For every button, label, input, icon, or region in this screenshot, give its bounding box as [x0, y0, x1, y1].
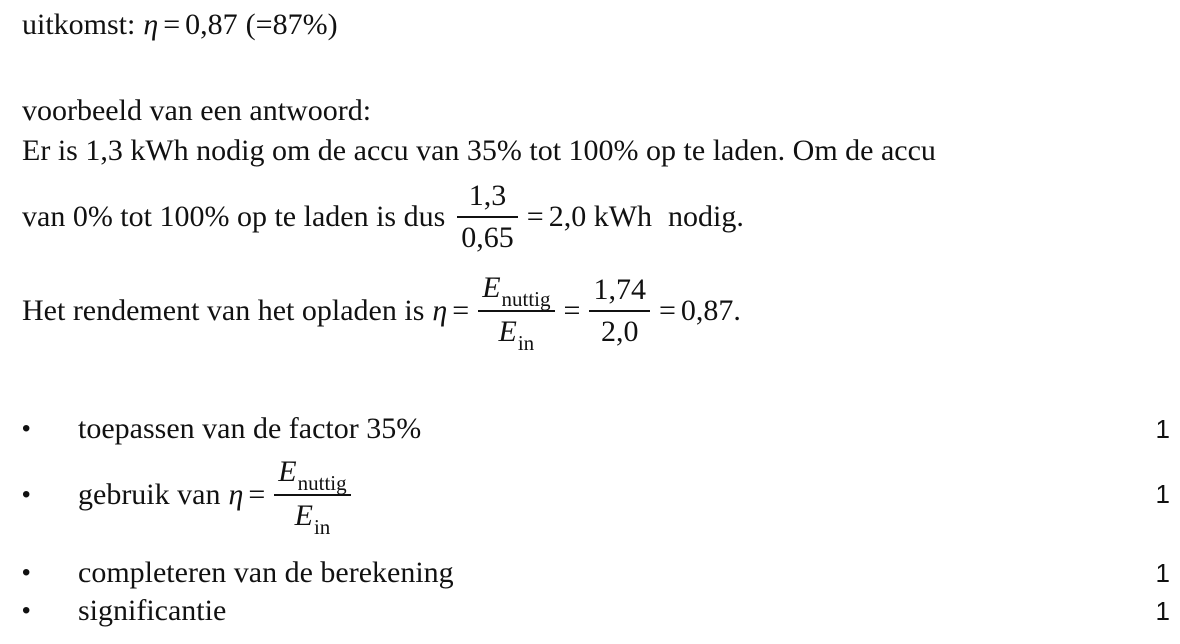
subscript-in: in	[313, 514, 331, 539]
equals-sign: =	[563, 293, 581, 327]
bullet-icon: •	[22, 597, 31, 624]
fraction-denominator: 0,65	[461, 220, 514, 254]
period: .	[733, 293, 741, 327]
subscript-nuttig: nuttig	[297, 471, 347, 495]
equals-sign: =	[658, 293, 676, 327]
criterion-points: 1	[1155, 413, 1170, 444]
outcome-line	[22, 8, 338, 42]
eta-symbol: η	[228, 477, 244, 511]
fraction-1-74-over-2-0	[589, 270, 650, 352]
fraction-numerator	[478, 268, 554, 310]
example-line-2-formula	[453, 176, 652, 258]
equals-sign: =	[452, 293, 470, 327]
outcome-label: uitkomst:	[22, 8, 136, 41]
bullet-icon: •	[22, 415, 31, 442]
example-heading	[22, 94, 371, 128]
efficiency-formula	[228, 452, 354, 538]
criterion-1	[22, 412, 1170, 446]
fraction-denominator	[291, 496, 335, 538]
criterion-points: 1	[1155, 479, 1170, 510]
equals-sign: =	[248, 477, 266, 511]
equals-sign: =	[163, 8, 181, 41]
subscript-nuttig: nuttig	[501, 287, 551, 311]
example-line-1-text: Er is 1,3 kWh nodig om de accu van 35% tot 100% op te laden. Om de accu	[22, 134, 936, 167]
energy-symbol: E	[482, 271, 501, 304]
criterion-text: toepassen van de factor 35%	[78, 412, 422, 445]
equals-sign: =	[526, 199, 544, 233]
fraction-denominator	[495, 312, 539, 354]
fraction-numerator: 1,3	[468, 179, 507, 212]
fraction-numerator	[274, 452, 350, 494]
example-line-2	[22, 176, 744, 258]
outcome-formula	[143, 8, 337, 42]
criterion-points: 1	[1155, 557, 1170, 588]
example-line-3	[22, 268, 741, 354]
example-line-1	[22, 134, 936, 168]
criterion-points: 1	[1155, 595, 1170, 626]
efficiency-result: 0,87	[680, 293, 734, 327]
fraction-e-nuttig-over-e-in	[274, 452, 350, 538]
bullet-icon: •	[22, 480, 31, 508]
criterion-4	[22, 594, 1170, 628]
bullet-icon: •	[22, 559, 31, 586]
criterion-3	[22, 556, 1170, 590]
fraction-1-3-over-0-65	[457, 176, 518, 258]
fraction-denominator: 2,0	[600, 314, 639, 348]
eta-symbol: η	[143, 8, 159, 41]
outcome-percent: (=87%)	[245, 8, 338, 41]
example-line-2-text: van 0% tot 100% op te laden is dus	[22, 199, 446, 233]
energy-symbol: E	[498, 314, 517, 348]
energy-symbol: E	[278, 455, 297, 488]
subscript-in: in	[517, 330, 535, 355]
criterion-2	[22, 452, 1170, 538]
fraction-numerator: 1,74	[593, 273, 646, 306]
energy-symbol: E	[294, 498, 313, 532]
criterion-text: significantie	[78, 594, 227, 627]
eta-symbol: η	[432, 293, 448, 327]
efficiency-formula	[432, 268, 741, 354]
energy-result: 2,0 kWh	[548, 199, 653, 233]
example-line-2-tail: nodig.	[668, 199, 744, 233]
outcome-value: 0,87	[185, 8, 238, 41]
example-line-3-text: Het rendement van het opladen is	[22, 293, 425, 327]
criterion-text-label: gebruik van	[78, 477, 221, 511]
fraction-e-nuttig-over-e-in	[478, 268, 554, 354]
criterion-text: completeren van de berekening	[78, 556, 454, 589]
example-heading-text: voorbeeld van een antwoord:	[22, 94, 372, 127]
criterion-text	[78, 452, 1140, 538]
